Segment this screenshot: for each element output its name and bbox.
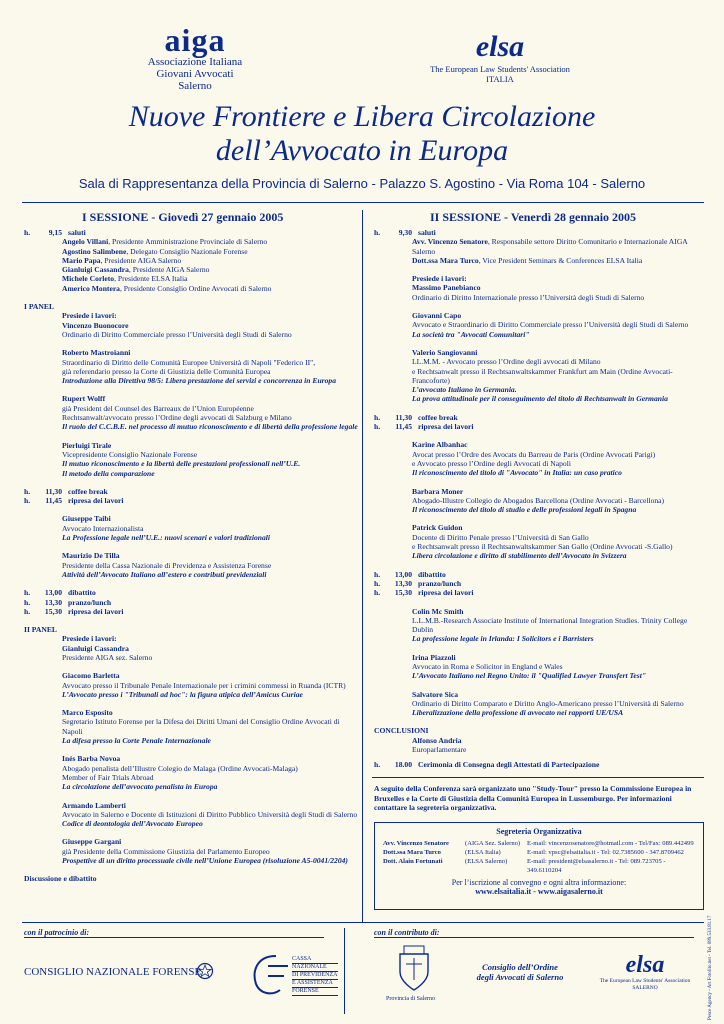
- speaker: Marco Esposito Segretario Istituto Forense per la Difesa dei Diritti Umani del Consiglio Ordine Avvocati di Napoli La difesa presso la Corte Penale Internazionale: [62, 708, 340, 746]
- ordine-label: Consiglio dell’Ordine degli Avvocati di Salerno: [476, 962, 564, 982]
- provincia-crest-icon: [396, 944, 432, 997]
- saluti-item: Mario Papa, Presidente AIGA Salerno: [62, 255, 182, 265]
- speaker: Barbara Moner Abogado-Illustre Collegio de Abogados Barcellona (Ordine Avvocati - Barcellona) Il riconoscimento del titolo di studio e delle professioni legali in Spagna: [412, 486, 665, 515]
- session2-column: h. 9,30 saluti Avv. Vincenzo Senatore, Responsabile settore Diritto Comunitario e Internazionale AIGA Salerno Dott.ssa Mara Turco, Vice President Seminars & Conferences ELSA Italia Presiede i lavori: Massimo Panebianco Ordinario di Diritto Internazionale presso l’Università degli Studi di Salerno Giovanni Capo Avvocato e Straordinario di Diritto Commerciale presso l’Università degli Studi di Salerno La società tra "Avvocati Comunitari" Valerio Sangiovanni LL.M.M. - Avvocato presso l’Ordine degli avvocati di Milano e Rechtsanwalt presso il Rechtsanwaltskammer Frankfurt am Main (Ordine Avvocati- Francoforte) L’avvocato Italiano in Germania. La prova attitudinale per il conseguimento del titolo di Rechtsanwalt in Germania h. 11,30 coffee break h. 11,45 ripresa dei lavori Karine Albanhac Avocat presso l’Ordre des Avocats du Barreau de Paris (Ordine Avvocati Parigi) e Avvocato presso l’Ordine degli Avvocati di Napoli Il riconoscimento del titolo di "Avvocato" in Italia: un caso pratico Barbara Moner Abogado-Illustre Collegio de Abogados Barcellona (Ordine Avvocati - Barcellona) Il riconoscimento del titolo di studio e delle professioni legali in Spagna Patrick Guidon Docente di Diritto Penale presso l’Università di San Gallo e Rechtsanwalt presso il Rechtsanwaltskammer San Gallo (Ordine Avvocati -S.Gallo) Libera circolazione e diritto di stabilimento dell’Avvocato in Svizzera h. 13,00 dibattito h. 13,30 pranzo/lunch h. 15,30 ripresa dei lavori Colin Mc Smith L.L.M.B.-Research Associate Institute of International Integration Studies. Trinity College Dublin La professione legale in Irlanda: I Solicitors e i Barristers Irina Piazzoli Avvocato in Roma e Solicitor in England e Wales L’Avvocato Italiano nel Regno Unito: il "Qualified Lawyer Transfert Test" Salvatore Sica Ordinario di Diritto Comparato e Diritto Anglo-Americano presso l’Università di Salerno Liberalizzazione della professione di avvocato nei rapporti UE/USA CONCLUSIONI Alfonso Andria Europarlamentare h. 18.00 Cerimonia di Consegna degli Attestati di Partecipazione: [374, 228, 704, 770]
- column-divider: [362, 210, 363, 922]
- aiga-logo: aiga: [164, 22, 226, 58]
- venue: Sala di Rappresentanza della Provincia di Salerno - Palazzo S. Agostino - Via Roma 104 - Salerno: [78, 176, 646, 191]
- aiga-logo-block: [130, 24, 260, 92]
- speaker: Inés Barba Novoa Abogado penalista dell’Illustre Colegio de Malaga (Ordine Avvocati-Malaga) Member of Fair Trials Abroad La circolazione dell’avvocato penalista in Europa: [62, 754, 298, 792]
- schedule-row: h. 13,00 dibattito: [374, 569, 446, 579]
- segreteria-row: Dott.ssa Mara Turco (ELSA Italia) E-mail: vpsc@elsaitalia.it - Tel: 02.7385600 - 347.8709462: [383, 849, 684, 856]
- cnf-label: CONSIGLIO NAZIONALE FORENSE: [24, 966, 202, 978]
- elsa-line1: The European Law Students' Association: [430, 64, 570, 74]
- cassa-label: CASSA NAZIONALE DI PREVIDENZA E ASSISTENZA FORENSE: [292, 956, 338, 994]
- schedule-row: h. 15,30 ripresa dei lavori: [374, 588, 474, 598]
- saluti-item: Michele Corleto, Presidente ELSA Italia: [62, 274, 188, 284]
- speaker: Rupert Wolff già President del Counsel des Barreaux de l’Union Européenne Rechtsanwalt/avvocato presso l’Ordine degli avvocati di Salzburg e Milano Il ruolo del C.C.B.E. nel processo di mutuo riconoscimento e di libertà della professione legale: [62, 394, 358, 432]
- panel1-label: I PANEL: [24, 302, 55, 312]
- aiga-line2: Giovani Avvocati: [156, 68, 234, 80]
- elsa-logo: elsa: [475, 30, 525, 63]
- study-tour-note: A seguito della Conferenza sarà organizzato uno "Study-Tour" presso la Commissione Europea in Bruxelles e la Corte di Giustizia della Comunità Europea in Lussemburgo. Per informazioni contattare la segreteria organizzativa.: [374, 784, 692, 812]
- title-line2: dell’Avvocato in Europa: [215, 134, 509, 167]
- saluti-item: Agostino Salimbene, Delegato Consiglio Nazionale Forense: [62, 246, 248, 256]
- speaker: Pierluigi Tirale Vicepresidente Consiglio Nazionale Forense Il mutuo riconoscimento e la libertà delle prestazioni professionali nell’U.E. Il metodo della comparazione: [62, 440, 301, 478]
- schedule-row: h. 13,30 pranzo/lunch: [24, 597, 112, 607]
- schedule-row: h. 11,45 ripresa dei lavori: [24, 496, 124, 506]
- speaker: Giuseppe Gargani già Presidente della Commissione Giustizia del Parlamento Europeo Prospettive di un diritto processuale civile nell’Unione Europea (risoluzione A5-0041/2204): [62, 837, 348, 866]
- aiga-line1: Associazione Italiana: [147, 56, 243, 68]
- footer-divider: [22, 922, 704, 923]
- speaker: Valerio Sangiovanni LL.M.M. - Avvocato presso l’Ordine degli avvocati di Milano e Rechtsanwalt presso il Rechtsanwaltskammer Frankfurt am Main (Ordine Avvocati- Francoforte) L’avvocato Italiano in Germania. La prova attitudinale per il conseguimento del titolo di Rechtsanwalt in Germania: [412, 347, 673, 404]
- schedule-row: h. 11,30 coffee break: [374, 412, 458, 422]
- saluti-item: Avv. Vincenzo Senatore, Responsabile settore Diritto Comunitario e Internazionale AIGA Salerno: [412, 237, 688, 256]
- saluti-item: Gianluigi Cassandra, Presidente AIGA Salerno: [62, 265, 210, 275]
- session2-heading: II SESSIONE - Venerdì 28 gennaio 2005: [430, 210, 637, 224]
- schedule-row: h. 15,30 ripresa dei lavori: [24, 606, 124, 616]
- speaker: Salvatore Sica Ordinario di Diritto Comparato e Diritto Anglo-Americano presso l’Università di Salerno Liberalizzazione della professione di avvocato nei rapporti UE/USA: [412, 689, 684, 718]
- cassa-logo-icon: [246, 950, 290, 1005]
- session1-column: h. 9,15 saluti Angelo Villani, Presidente Amministrazione Provinciale di Salerno Agostino Salimbene, Delegato Consiglio Nazionale Forense Mario Papa, Presidente AIGA Salerno Gianluigi Cassandra, Presidente AIGA Salerno Michele Corleto, Presidente ELSA Italia Americo Montera, Presidente Consiglio Ordine Avvocati di Salerno I PANEL Presiede i lavori: Vincenzo Buonocore Ordinario di Diritto Commerciale presso l’Università degli Studi di Salerno Roberto Mastroianni Straordinario di Diritto delle Comunità Europee Università di Napoli "Federico II", già referendario presso la Corte di Giustizia delle Comunità Europea Introduzione alla Direttiva 98/5: Libera prestazione dei servizi e concorrenza in Europa Rupert Wolff già President del Counsel des Barreaux de l’Union Européenne Rechtsanwalt/avvocato presso l’Ordine degli avvocati di Salzburg e Milano Il ruolo del C.C.B.E. nel processo di mutuo riconoscimento e di libertà della professione legale Pierluigi Tirale Vicepresidente Consiglio Nazionale Forense Il mutuo riconoscimento e la libertà delle prestazioni professionali nell’U.E. Il metodo della comparazione h. 11,30 coffee break h. 11,45 ripresa dei lavori Giuseppe Taibi Avvocato Internazionalista La Professione legale nell’U.E.: nuovi scenari e valori tradizionali Maurizio De Tilla Presidente della Cassa Nazionale di Previdenza e Assistenza Forense Attività dell’Avvocato Italiano all’estero e contributi previdenziali h. 13,00 dibattito h. 13,30 pranzo/lunch h. 15,30 ripresa dei lavori II PANEL Presiede i lavori: Gianluigi Cassandra Presidente AIGA sez. Salerno Giacomo Barletta Avvocato presso il Tribunale Penale Internazionale per i crimini commessi in Ruanda (ICTR) L’Avvocato presso i "Tribunali ad hoc": la figura atipica dell’Amicus Curiae Marco Esposito Segretario Istituto Forense per la Difesa dei Diritti Umani del Consiglio Ordine Avvocati di Napoli La difesa presso la Corte Penale Internazionale Inés Barba Novoa Abogado penalista dell’Illustre Colegio de Malaga (Ordine Avvocati-Malaga) Member of Fair Trials Abroad La circolazione dell’avvocato penalista in Europa Armando Lamberti Avvocato in Salerno e Docente di Istituzioni di Diritto Pubblico Università degli Studi di Salerno Codice di deontologia dell’Avvocato Europeo Giuseppe Gargani già Presidente della Commissione Giustizia del Parlamento Europeo Prospettive di un diritto processuale civile nell’Unione Europea (risoluzione A5-0041/2204) Discussione e dibattito: [24, 228, 358, 884]
- schedule-row: h. 13,00 dibattito: [24, 588, 96, 598]
- aiga-line3: Salerno: [178, 80, 212, 92]
- elsa-salerno-logo: elsa The European Law Students' Association SALERNO: [599, 952, 691, 991]
- schedule-row: h. 18.00 Cerimonia di Consegna degli Attestati di Partecipazione: [374, 760, 600, 770]
- schedule-row: h. 11,45 ripresa dei lavori: [374, 422, 474, 432]
- elsa-logo-block: [420, 30, 580, 84]
- title-line1: Nuove Frontiere e Libera Circolazione: [128, 100, 596, 133]
- speaker: Giuseppe Taibi Avvocato Internazionalista La Professione legale nell’U.E.: nuovi scenari e valori tradizionali: [62, 514, 270, 543]
- speaker: Giacomo Barletta Avvocato presso il Tribunale Penale Internazionale per i crimini commessi in Ruanda (ICTR) L’Avvocato presso i "Tribunali ad hoc": la figura atipica dell’Amicus Curiae: [62, 671, 346, 699]
- speaker: Patrick Guidon Docente di Diritto Penale presso l’Università di San Gallo e Rechtsanwalt presso il Rechtsanwaltskammer San Gallo (Ordine Avvocati -S.Gallo) Libera circolazione e diritto di stabilimento dell’Avvocato in Svizzera: [412, 523, 673, 561]
- speaker: Maurizio De Tilla Presidente della Cassa Nazionale di Previdenza e Assistenza Forense Attività dell’Avvocato Italiano all’estero e contributi previdenziali: [62, 551, 272, 579]
- cnf-emblem-icon: [196, 962, 214, 985]
- speaker: Karine Albanhac Avocat presso l’Ordre des Avocats du Barreau de Paris (Ordine Avvocati Parigi) e Avvocato presso l’Ordine degli Avvocati di Napoli Il riconoscimento del titolo di "Avvocato" in Italia: un caso pratico: [412, 440, 656, 478]
- schedule-row: h. 13,30 pranzo/lunch: [374, 578, 462, 588]
- speaker: Armando Lamberti Avvocato in Salerno e Docente di Istituzioni di Diritto Pubblico Università degli Studi di Salerno Codice di deontologia dell’Avvocato Europeo: [62, 800, 358, 829]
- session1-heading: I SESSIONE - Giovedì 27 gennaio 2005: [82, 210, 284, 224]
- segreteria-title: Segreteria Organizzativa: [496, 827, 582, 836]
- speaker: Irina Piazzoli Avvocato in Roma e Solicitor in England e Wales L’Avvocato Italiano nel Regno Unito: il "Qualified Lawyer Transfert Test": [412, 652, 647, 681]
- page-title: [0, 100, 724, 168]
- speaker: Roberto Mastroianni Straordinario di Diritto delle Comunità Europee Università di Napoli "Federico II", già referendario presso la Corte di Giustizia delle Comunità Europea Introduzione alla Direttiva 98/5: Libera prestazione dei servizi e concorrenza in Europa: [62, 348, 337, 386]
- speaker: Giovanni Capo Avvocato e Straordinario di Diritto Commerciale presso l’Università degli Studi di Salerno La società tra "Avvocati Comunitari": [412, 311, 689, 339]
- saluti-item: Dott.ssa Mara Turco, Vice President Seminars & Conferences ELSA Italia: [412, 255, 643, 265]
- segreteria-row: Avv. Vincenzo Senatore (AIGA Sez. Salerno) E-mail: vincenzosenatore@hotmail.com - Tel/Fax: 089.442499: [383, 840, 694, 847]
- divider: [22, 202, 704, 203]
- segreteria-box: Segreteria Organizzativa Avv. Vincenzo Senatore (AIGA Sez. Salerno) E-mail: vincenzosenatore@hotmail.com - Tel/Fax: 089.442499 Dott.ssa Mara Turco (ELSA Italia) E-mail: vpsc@elsaitalia.it - Tel: 02.7385600 - 347.8709462 Dott. Alain Fortunati (ELSA Salerno) E-mail: president@elsasalerno.it - Tel: 089.723705 - 349.6110204 Per l’iscrizione al convegno e ogni altra informazione: www.elsaitalia.it - www.aigasalerno.it: [374, 822, 704, 910]
- elsa-line2: ITALIA: [486, 74, 514, 84]
- printer-credit: Pesce Agency - Art Fotolito.net - Tel. 089.533.81.17: [708, 915, 713, 1020]
- speaker: Colin Mc Smith L.L.M.B.-Research Associate Institute of International Integration Studies. Trinity College Dublin La professione legale in Irlanda: I Solicitors e i Barristers: [412, 606, 688, 644]
- panel2-label: II PANEL: [24, 625, 57, 635]
- segreteria-row: Dott. Alain Fortunati (ELSA Salerno) E-mail: president@elsasalerno.it - Tel: 089.723705 - 349.6110204: [383, 858, 666, 874]
- saluti-item: Angelo Villani, Presidente Amministrazione Provinciale di Salerno: [62, 237, 268, 247]
- note-divider: [372, 777, 704, 778]
- closing: Discussione e dibattito: [24, 874, 97, 884]
- saluti-item: Americo Montera, Presidente Consiglio Ordine Avvocati di Salerno: [62, 283, 272, 293]
- schedule-row: h. 11,30 coffee break: [24, 486, 108, 496]
- website-link[interactable]: www.elsaitalia.it - www.aigasalerno.it: [475, 887, 603, 896]
